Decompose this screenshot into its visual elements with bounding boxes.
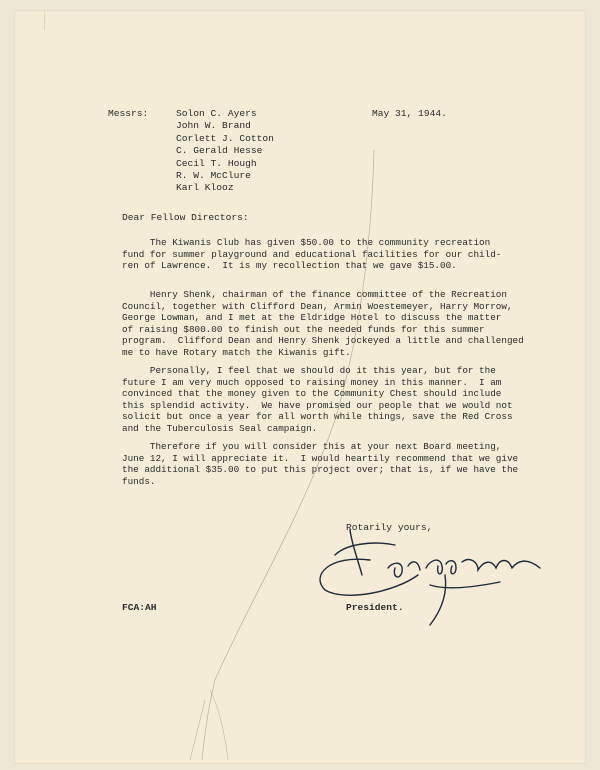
- paragraph-line: fund for summer playground and educational facilities for our child-: [122, 248, 502, 260]
- paragraph-line: June 12, I will appreciate it. I would heartily recommend that we give: [122, 452, 519, 464]
- addressee-name: Corlett J. Cotton: [176, 132, 274, 144]
- paragraph-line: convinced that the money given to the Community Chest should include: [122, 388, 502, 400]
- addressee-name: R. W. McClure: [176, 169, 251, 181]
- paragraph-line: and the Tuberculosis Seal campaign.: [122, 422, 318, 434]
- paragraph-line: of raising $800.00 to finish out the needed funds for this summer: [122, 323, 485, 335]
- addressee-name: Cecil T. Hough: [176, 157, 257, 169]
- salutation: Dear Fellow Directors:: [122, 212, 249, 223]
- complimentary-closing: Rotarily yours,: [346, 522, 433, 533]
- addressee-name: Karl Klooz: [176, 182, 234, 194]
- handwritten-signature: [320, 530, 540, 625]
- addressee-name: John W. Brand: [176, 120, 251, 132]
- paragraph-line: the additional $35.00 to put this project over; that is, if we have the: [122, 464, 519, 476]
- addressee-label: Messrs:: [108, 108, 149, 119]
- paragraph-line: this splendid activity. We have promised our people that we would not: [122, 399, 513, 411]
- paragraph-line: solicit but once a year for all worth while things, save the Red Cross: [122, 411, 513, 423]
- paragraph-line: Personally, I feel that we should do it this year, but for the: [122, 365, 496, 376]
- paragraph-line: funds.: [122, 475, 156, 487]
- paragraph-line: George Lowman, and I met at the Eldridge Hotel to discuss the matter: [122, 312, 502, 324]
- paragraph-line: future I am very much opposed to raising money in this manner. I am: [122, 376, 502, 388]
- addressee-name: Solon C. Ayers: [176, 108, 257, 119]
- paragraph-line: Council, together with Clifford Dean, Armin Woestemeyer, Harry Morrow,: [122, 300, 513, 312]
- reference-initials: FCA:AH: [122, 602, 157, 613]
- paragraph-line: ren of Lawrence. It is my recollection that we gave $15.00.: [122, 260, 457, 272]
- addressee-name: C. Gerald Hesse: [176, 145, 263, 157]
- paragraph-line: Therefore if you will consider this at your next Board meeting,: [122, 441, 502, 452]
- pencil-mark-branch: [190, 690, 228, 760]
- paragraph-line: program. Clifford Dean and Henry Shenk jockeyed a little and challenged: [122, 335, 524, 347]
- paragraph-line: me to have Rotary match the Kiwanis gift.: [122, 346, 351, 358]
- signer-title: President.: [346, 602, 404, 613]
- pencil-mark: [202, 150, 374, 760]
- paragraph-line: Henry Shenk, chairman of the finance committee of the Recreation: [122, 289, 507, 300]
- paragraph-line: The Kiwanis Club has given $50.00 to the community recreation: [122, 237, 491, 248]
- letter-date: May 31, 1944.: [372, 108, 447, 119]
